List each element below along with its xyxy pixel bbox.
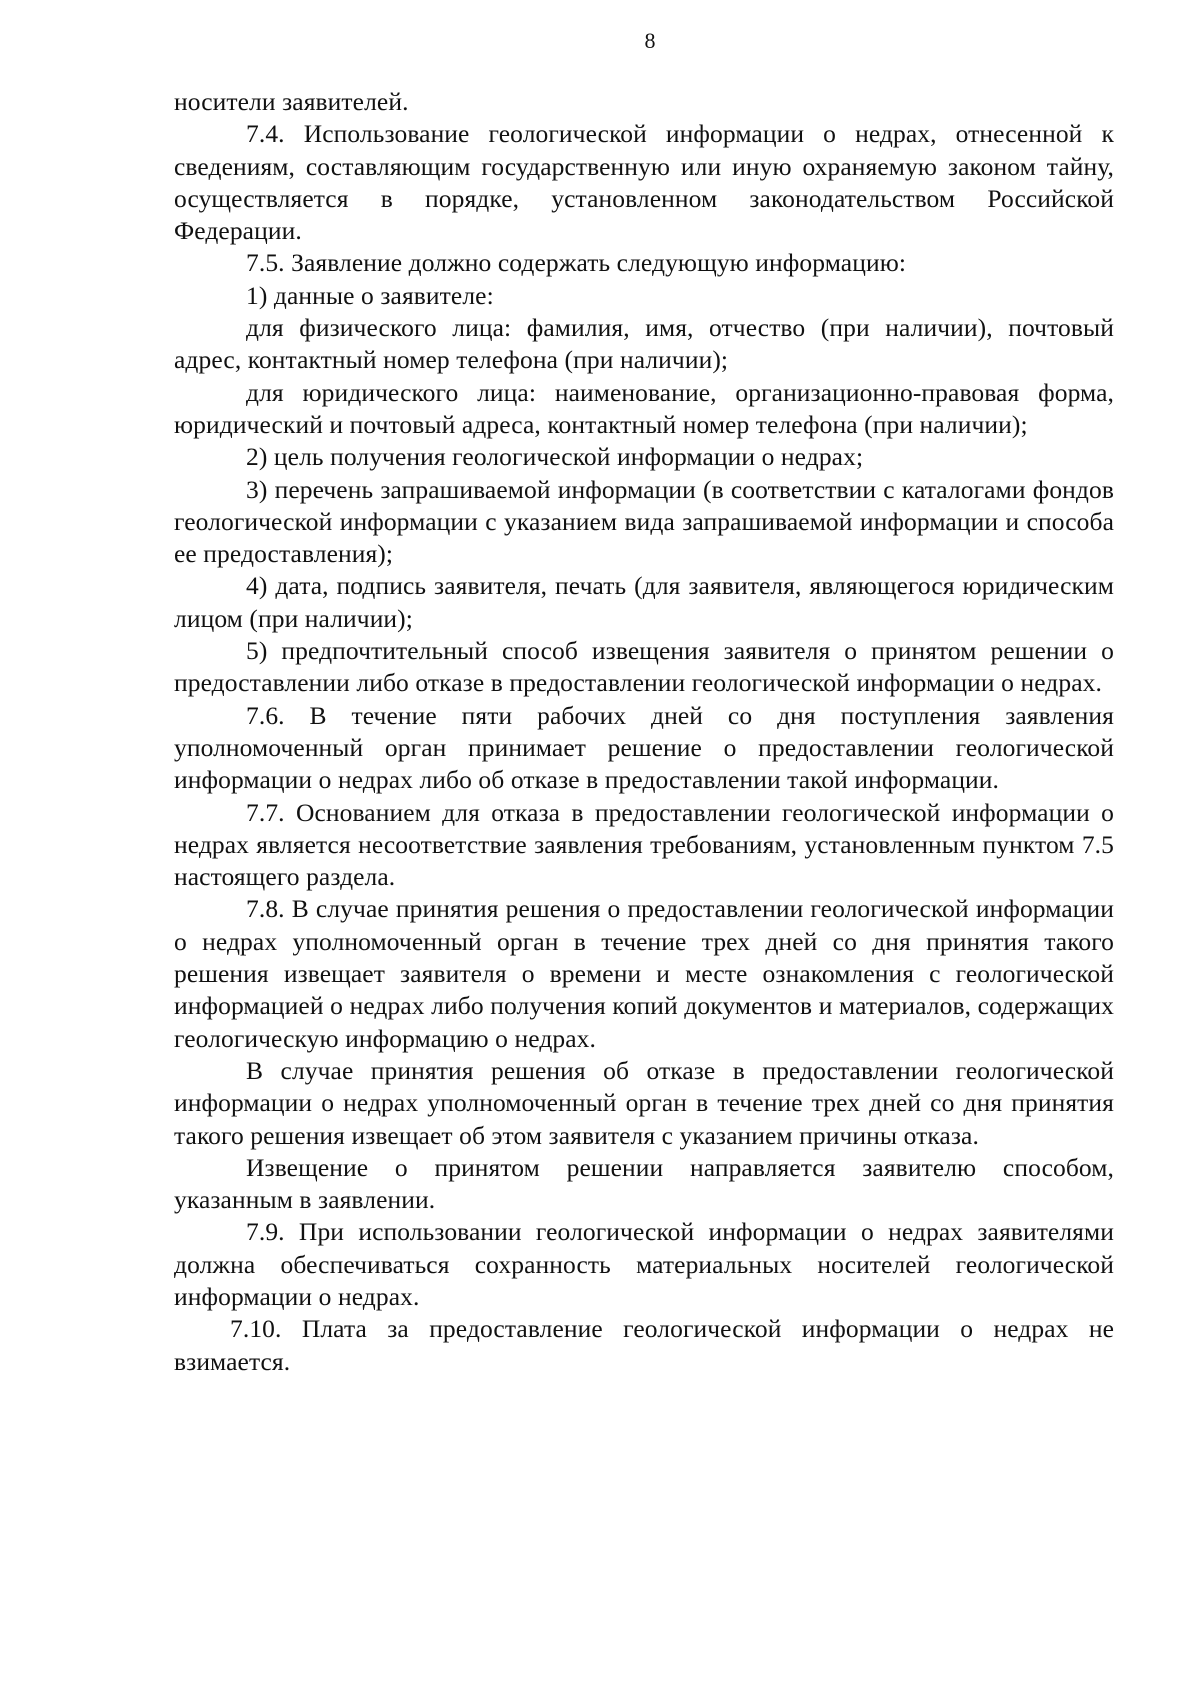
list-item-3: 3) перечень запрашиваемой информации (в соответствии с каталогами фондов геологической информации с указанием вида запрашиваемой информации и способа ее предоставления); xyxy=(174,474,1114,569)
paragraph-7-4: 7.4. Использование геологической информации о недрах, отнесенной к сведениям, составляющим государственную или иную охраняемую законом тайну, осуществляется в порядке, установленном законодательством Российской Федерации. xyxy=(174,119,1114,246)
paragraph-7-6: 7.6. В течение пяти рабочих дней со дня поступления заявления уполномоченный орган принимает решение о предоставлении геологической информации о недрах либо об отказе в предоставлении такой информации. xyxy=(174,700,1114,795)
paragraph-7-9: 7.9. При использовании геологической информации о недрах заявителями должна обеспечиваться сохранность материальных носителей геологической информации о недрах. xyxy=(174,1217,1114,1311)
paragraph-continuation: носители заявителей. xyxy=(174,87,409,116)
list-item-5: 5) предпочтительный способ извещения заявителя о принятом решении о предоставлении либо отказе в предоставлении геологической информации о недрах. xyxy=(174,636,1114,698)
list-item-1: 1) данные о заявителе: xyxy=(246,280,494,310)
list-item-2: 2) цель получения геологической информации о недрах; xyxy=(246,442,864,472)
document-body xyxy=(174,86,1114,1378)
list-item-1-legal-entity: для юридического лица: наименование, организационно-правовая форма, юридический и почтовый адреса, контактный номер телефона (при наличии); xyxy=(174,377,1114,439)
page-number: 8 xyxy=(644,28,656,53)
paragraph-7-8-refusal: В случае принятия решения об отказе в предоставлении геологической информации о недрах уполномоченный орган в течение трех дней со дня принятия такого решения извещает об этом заявителя с указанием причины отказа. xyxy=(174,1055,1114,1150)
paragraph-7-10: 7.10. Плата за предоставление геологической информации о недрах не взимается. xyxy=(174,1314,1114,1376)
paragraph-7-8: 7.8. В случае принятия решения о предоставлении геологической информации о недрах уполномоченный орган в течение трех дней со дня принятия такого решения извещает заявителя о времени и месте ознакомления с геологической информацией о недрах либо получения копий документов и материалов, содержащих геологическую информацию о недрах. xyxy=(174,894,1114,1053)
paragraph-7-5: 7.5. Заявление должно содержать следующую информацию: xyxy=(246,248,907,278)
list-item-1-individual: для физического лица: фамилия, имя, отчество (при наличии), почтовый адрес, контактный номер телефона (при наличии); xyxy=(174,313,1114,375)
list-item-4: 4) дата, подпись заявителя, печать (для заявителя, являющегося юридическим лицом (при наличии); xyxy=(174,571,1114,633)
paragraph-7-8-notice: Извещение о принятом решении направляется заявителю способом, указанным в заявлении. xyxy=(174,1152,1114,1215)
paragraph-7-7: 7.7. Основанием для отказа в предоставлении геологической информации о недрах является несоответствие заявления требованиям, установленным пунктом 7.5 настоящего раздела. xyxy=(174,797,1114,892)
